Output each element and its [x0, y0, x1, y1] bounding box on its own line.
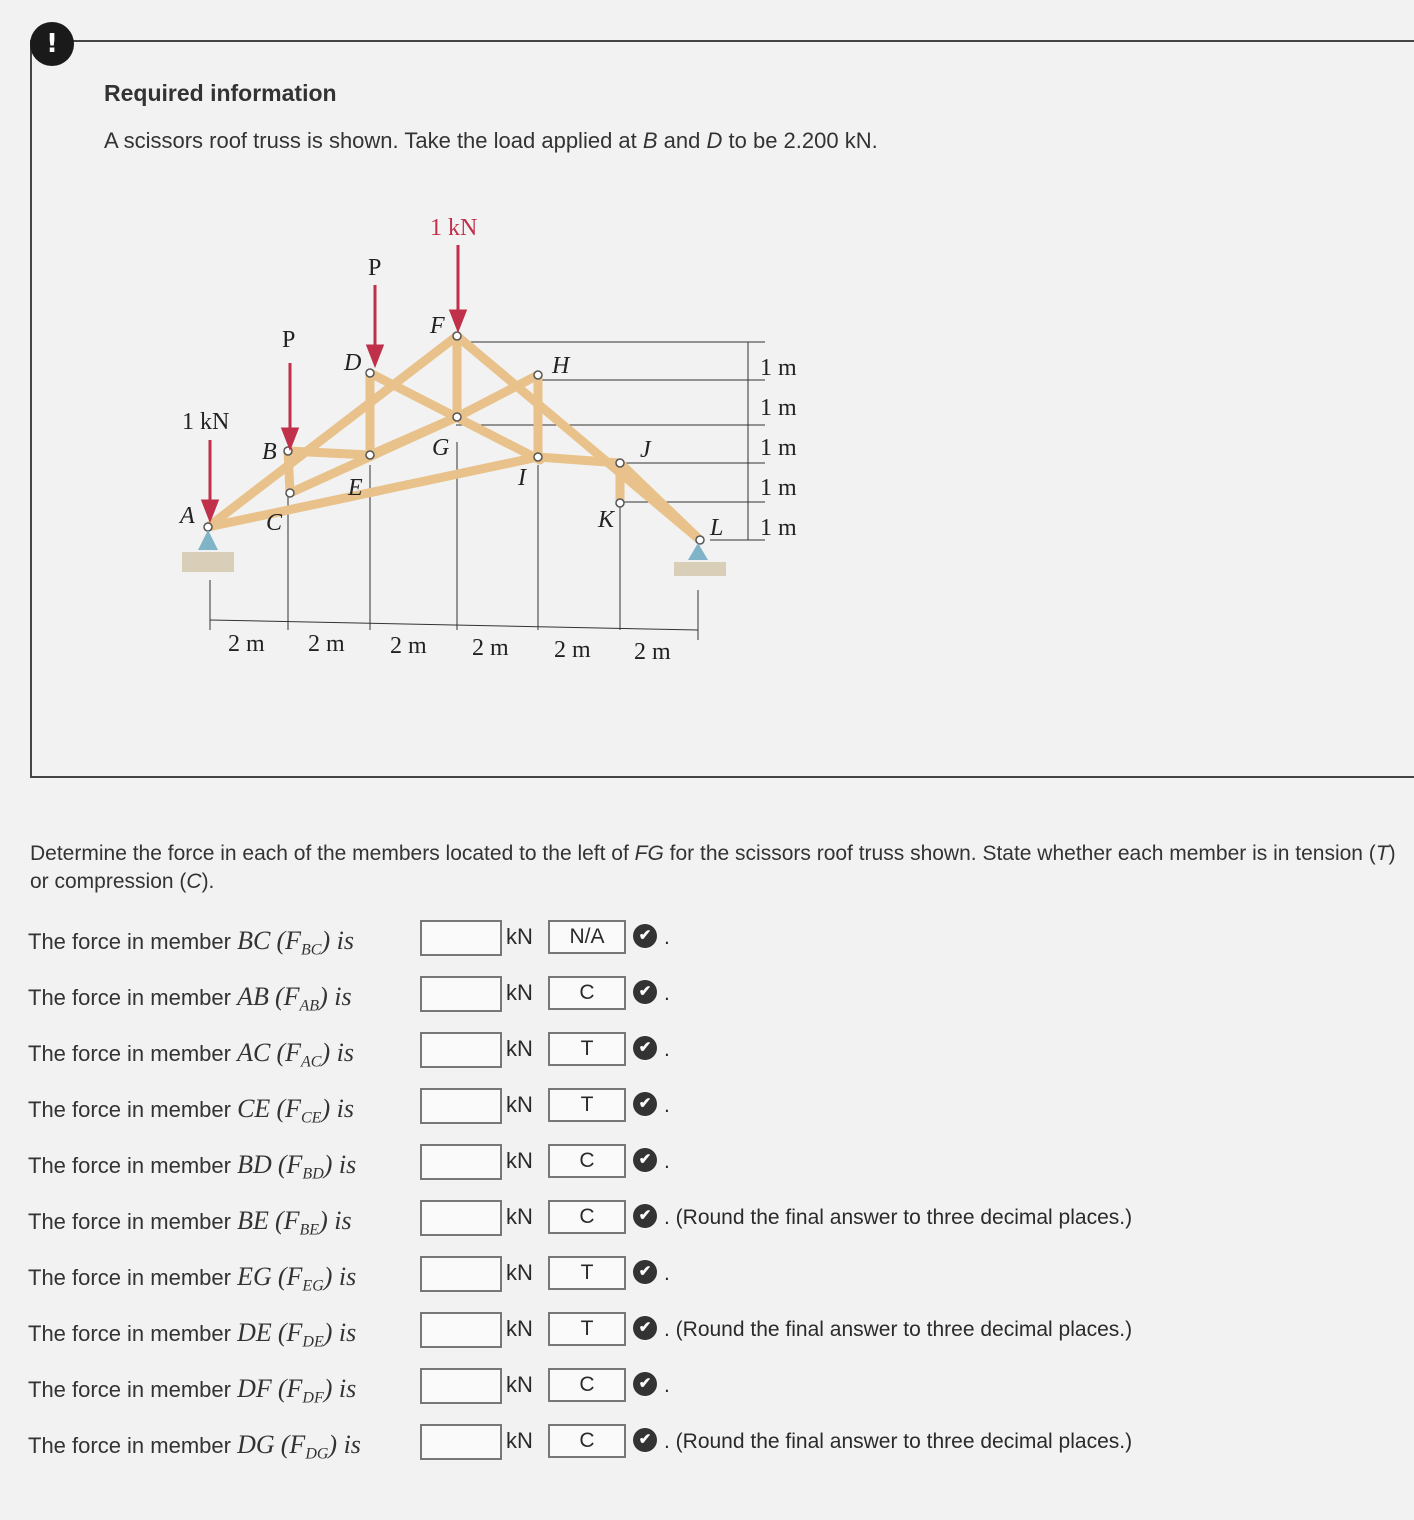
row-symbol: (F [280, 1430, 306, 1459]
check-icon: ✔ [633, 1204, 657, 1228]
row-subscript: EG [302, 1277, 324, 1295]
row-member: BE [237, 1206, 269, 1235]
unit-label: kN [506, 924, 533, 949]
force-value-input[interactable] [420, 1088, 502, 1124]
row-label [28, 1262, 356, 1295]
force-value-input[interactable] [420, 920, 502, 956]
row-note: . (Round the final answer to three decimal places.) [664, 1206, 1133, 1229]
check-icon: ✔ [633, 1428, 657, 1452]
check-icon: ✔ [633, 980, 657, 1004]
answer-row-ac [28, 1032, 1408, 1072]
question-t: T [1375, 842, 1389, 865]
row-label [28, 1206, 352, 1239]
var-b: B [642, 128, 658, 153]
node-h: H [552, 353, 570, 379]
row-subscript: AB [299, 997, 320, 1015]
support-roller [674, 543, 726, 576]
tension-compression-select[interactable]: C [548, 1144, 626, 1178]
row-note: . [664, 1150, 670, 1173]
row-label-text: The force in member [28, 1433, 238, 1458]
answer-row-df [28, 1368, 1408, 1408]
row-symbol: (F [276, 1094, 301, 1123]
unit-label: kN [506, 1036, 533, 1061]
info-text-and: and [657, 128, 707, 153]
row-subscript: DE [302, 1333, 324, 1351]
node-b: B [262, 439, 277, 465]
row-subscript: DG [305, 1445, 329, 1463]
span-label-1: 2 m [228, 631, 265, 657]
row-label-text: The force in member [28, 1209, 238, 1234]
height-label-5: 1 m [760, 515, 797, 541]
node-f: F [430, 313, 445, 339]
row-label [28, 1374, 356, 1407]
row-label-text: The force in member [28, 1377, 238, 1402]
alert-icon: ! [30, 22, 74, 66]
tension-compression-select[interactable]: T [548, 1312, 626, 1346]
row-member: DF [237, 1374, 272, 1403]
info-title: Required information [104, 80, 337, 106]
unit-label: kN [506, 1316, 533, 1341]
row-label-text: The force in member [28, 1321, 238, 1346]
question-text-pre: Determine the force in each of the members located to the left of [30, 842, 635, 865]
span-label-3: 2 m [390, 633, 427, 659]
force-value-input[interactable] [420, 976, 502, 1012]
info-text-pre: A scissors roof truss is shown. Take the load applied at [104, 128, 643, 153]
row-subscript: BD [302, 1165, 324, 1183]
row-member: DG [237, 1430, 275, 1459]
unit-label: kN [506, 1428, 533, 1453]
force-value-input[interactable] [420, 1032, 502, 1068]
force-value-input[interactable] [420, 1424, 502, 1460]
tension-compression-select[interactable]: T [548, 1032, 626, 1066]
check-icon: ✔ [633, 1092, 657, 1116]
tension-compression-select[interactable]: T [548, 1088, 626, 1122]
check-icon: ✔ [633, 1148, 657, 1172]
row-member: BC [237, 926, 271, 955]
row-label-text: The force in member [28, 1041, 238, 1066]
tension-compression-select[interactable]: C [548, 1200, 626, 1234]
unit-label: kN [506, 1260, 533, 1285]
answer-row-be [28, 1200, 1408, 1240]
row-member: EG [237, 1262, 272, 1291]
row-close: ) is [328, 1430, 361, 1459]
span-label-6: 2 m [634, 639, 671, 665]
span-label-4: 2 m [472, 635, 509, 661]
unit-label: kN [506, 1204, 533, 1229]
row-label-text: The force in member [28, 929, 238, 954]
span-label-5: 2 m [554, 637, 591, 663]
tension-compression-select[interactable]: N/A [548, 920, 626, 954]
height-label-3: 1 m [760, 435, 797, 461]
row-label-text: The force in member [28, 1153, 238, 1178]
answer-row-de [28, 1312, 1408, 1352]
force-value-input[interactable] [420, 1256, 502, 1292]
check-icon: ✔ [633, 1372, 657, 1396]
row-label-text: The force in member [28, 985, 238, 1010]
answer-row-ab [28, 976, 1408, 1016]
check-icon: ✔ [633, 1260, 657, 1284]
node-g: G [432, 435, 450, 461]
row-symbol: (F [277, 1262, 303, 1291]
row-member: AB [237, 982, 269, 1011]
node-j: J [640, 437, 651, 463]
load-label-p-b: P [282, 327, 296, 353]
tension-compression-select[interactable]: C [548, 1368, 626, 1402]
info-text-post: to be 2.200 kN. [722, 128, 878, 153]
row-close: ) is [321, 1094, 354, 1123]
force-value-input[interactable] [420, 1312, 502, 1348]
question-text-end: ). [201, 870, 215, 893]
row-close: ) is [321, 1038, 354, 1067]
check-icon: ✔ [633, 924, 657, 948]
row-close: ) is [323, 1262, 357, 1291]
node-c: C [266, 510, 283, 536]
question-text-mid: for the scissors roof truss shown. State whether each member is in tension ( [663, 842, 1376, 865]
node-d: D [344, 350, 362, 376]
row-symbol: (F [277, 1318, 303, 1347]
question-prompt [30, 840, 1414, 896]
height-label-4: 1 m [760, 475, 797, 501]
unit-label: kN [506, 1148, 533, 1173]
span-label-2: 2 m [308, 631, 345, 657]
question-c: C [186, 870, 202, 893]
question-text-or: ) or compression ( [30, 842, 1396, 893]
row-label [28, 1150, 356, 1183]
row-note: . [664, 926, 670, 949]
node-e: E [348, 475, 363, 501]
height-label-2: 1 m [760, 395, 797, 421]
row-subscript: CE [300, 1109, 322, 1127]
unit-label: kN [506, 1372, 533, 1397]
row-close: ) is [323, 1150, 357, 1179]
row-note: . [664, 1374, 670, 1397]
row-close: ) is [319, 1206, 352, 1235]
row-label [28, 1038, 354, 1071]
row-close: ) is [323, 1374, 357, 1403]
force-value-input[interactable] [420, 1200, 502, 1236]
row-symbol: (F [274, 982, 300, 1011]
answer-row-eg [28, 1256, 1408, 1296]
row-subscript: AC [300, 1053, 322, 1071]
row-symbol: (F [277, 1150, 303, 1179]
row-label [28, 982, 352, 1015]
check-icon: ✔ [633, 1036, 657, 1060]
check-icon: ✔ [633, 1316, 657, 1340]
row-label [28, 926, 354, 959]
row-member: AC [237, 1038, 271, 1067]
row-member: CE [237, 1094, 271, 1123]
row-member: DE [237, 1318, 272, 1347]
row-symbol: (F [276, 926, 301, 955]
force-value-input[interactable] [420, 1144, 502, 1180]
force-value-input[interactable] [420, 1368, 502, 1404]
unit-label: kN [506, 1092, 533, 1117]
load-label-p-d: P [368, 255, 382, 281]
answer-row-bd [28, 1144, 1408, 1184]
node-i: I [518, 465, 526, 491]
answer-row-dg [28, 1424, 1408, 1464]
row-member: BD [237, 1150, 272, 1179]
row-symbol: (F [277, 1374, 303, 1403]
node-k: K [598, 507, 615, 533]
var-d: D [706, 128, 723, 153]
row-subscript: DF [302, 1389, 324, 1407]
row-note: . [664, 1262, 670, 1285]
unit-label: kN [506, 980, 533, 1005]
row-label [28, 1094, 354, 1127]
answer-row-bc [28, 920, 1408, 960]
row-note: . (Round the final answer to three decimal places.) [664, 1318, 1133, 1341]
answer-row-ce [28, 1088, 1408, 1128]
tension-compression-select[interactable]: C [548, 1424, 626, 1458]
load-label-top: 1 kN [430, 215, 478, 241]
row-note: . (Round the final answer to three decimal places.) [664, 1430, 1133, 1453]
row-symbol: (F [276, 1038, 301, 1067]
support-pin [182, 530, 234, 572]
load-label-left: 1 kN [182, 409, 230, 435]
row-symbol: (F [274, 1206, 300, 1235]
row-subscript: BE [299, 1221, 320, 1239]
node-l: L [710, 515, 724, 541]
height-label-1: 1 m [760, 355, 797, 381]
truss-figure [170, 205, 830, 675]
row-label-text: The force in member [28, 1097, 238, 1122]
row-label [28, 1430, 361, 1463]
node-a: A [180, 503, 195, 529]
row-subscript: BC [300, 941, 322, 959]
row-note: . [664, 1038, 670, 1061]
row-close: ) is [319, 982, 352, 1011]
row-close: ) is [321, 926, 354, 955]
row-note: . [664, 1094, 670, 1117]
tension-compression-select[interactable]: C [548, 976, 626, 1010]
row-label [28, 1318, 356, 1351]
question-member: FG [634, 842, 664, 865]
row-note: . [664, 982, 670, 1005]
row-close: ) is [323, 1318, 357, 1347]
info-text [104, 128, 878, 154]
row-label-text: The force in member [28, 1265, 238, 1290]
tension-compression-select[interactable]: T [548, 1256, 626, 1290]
